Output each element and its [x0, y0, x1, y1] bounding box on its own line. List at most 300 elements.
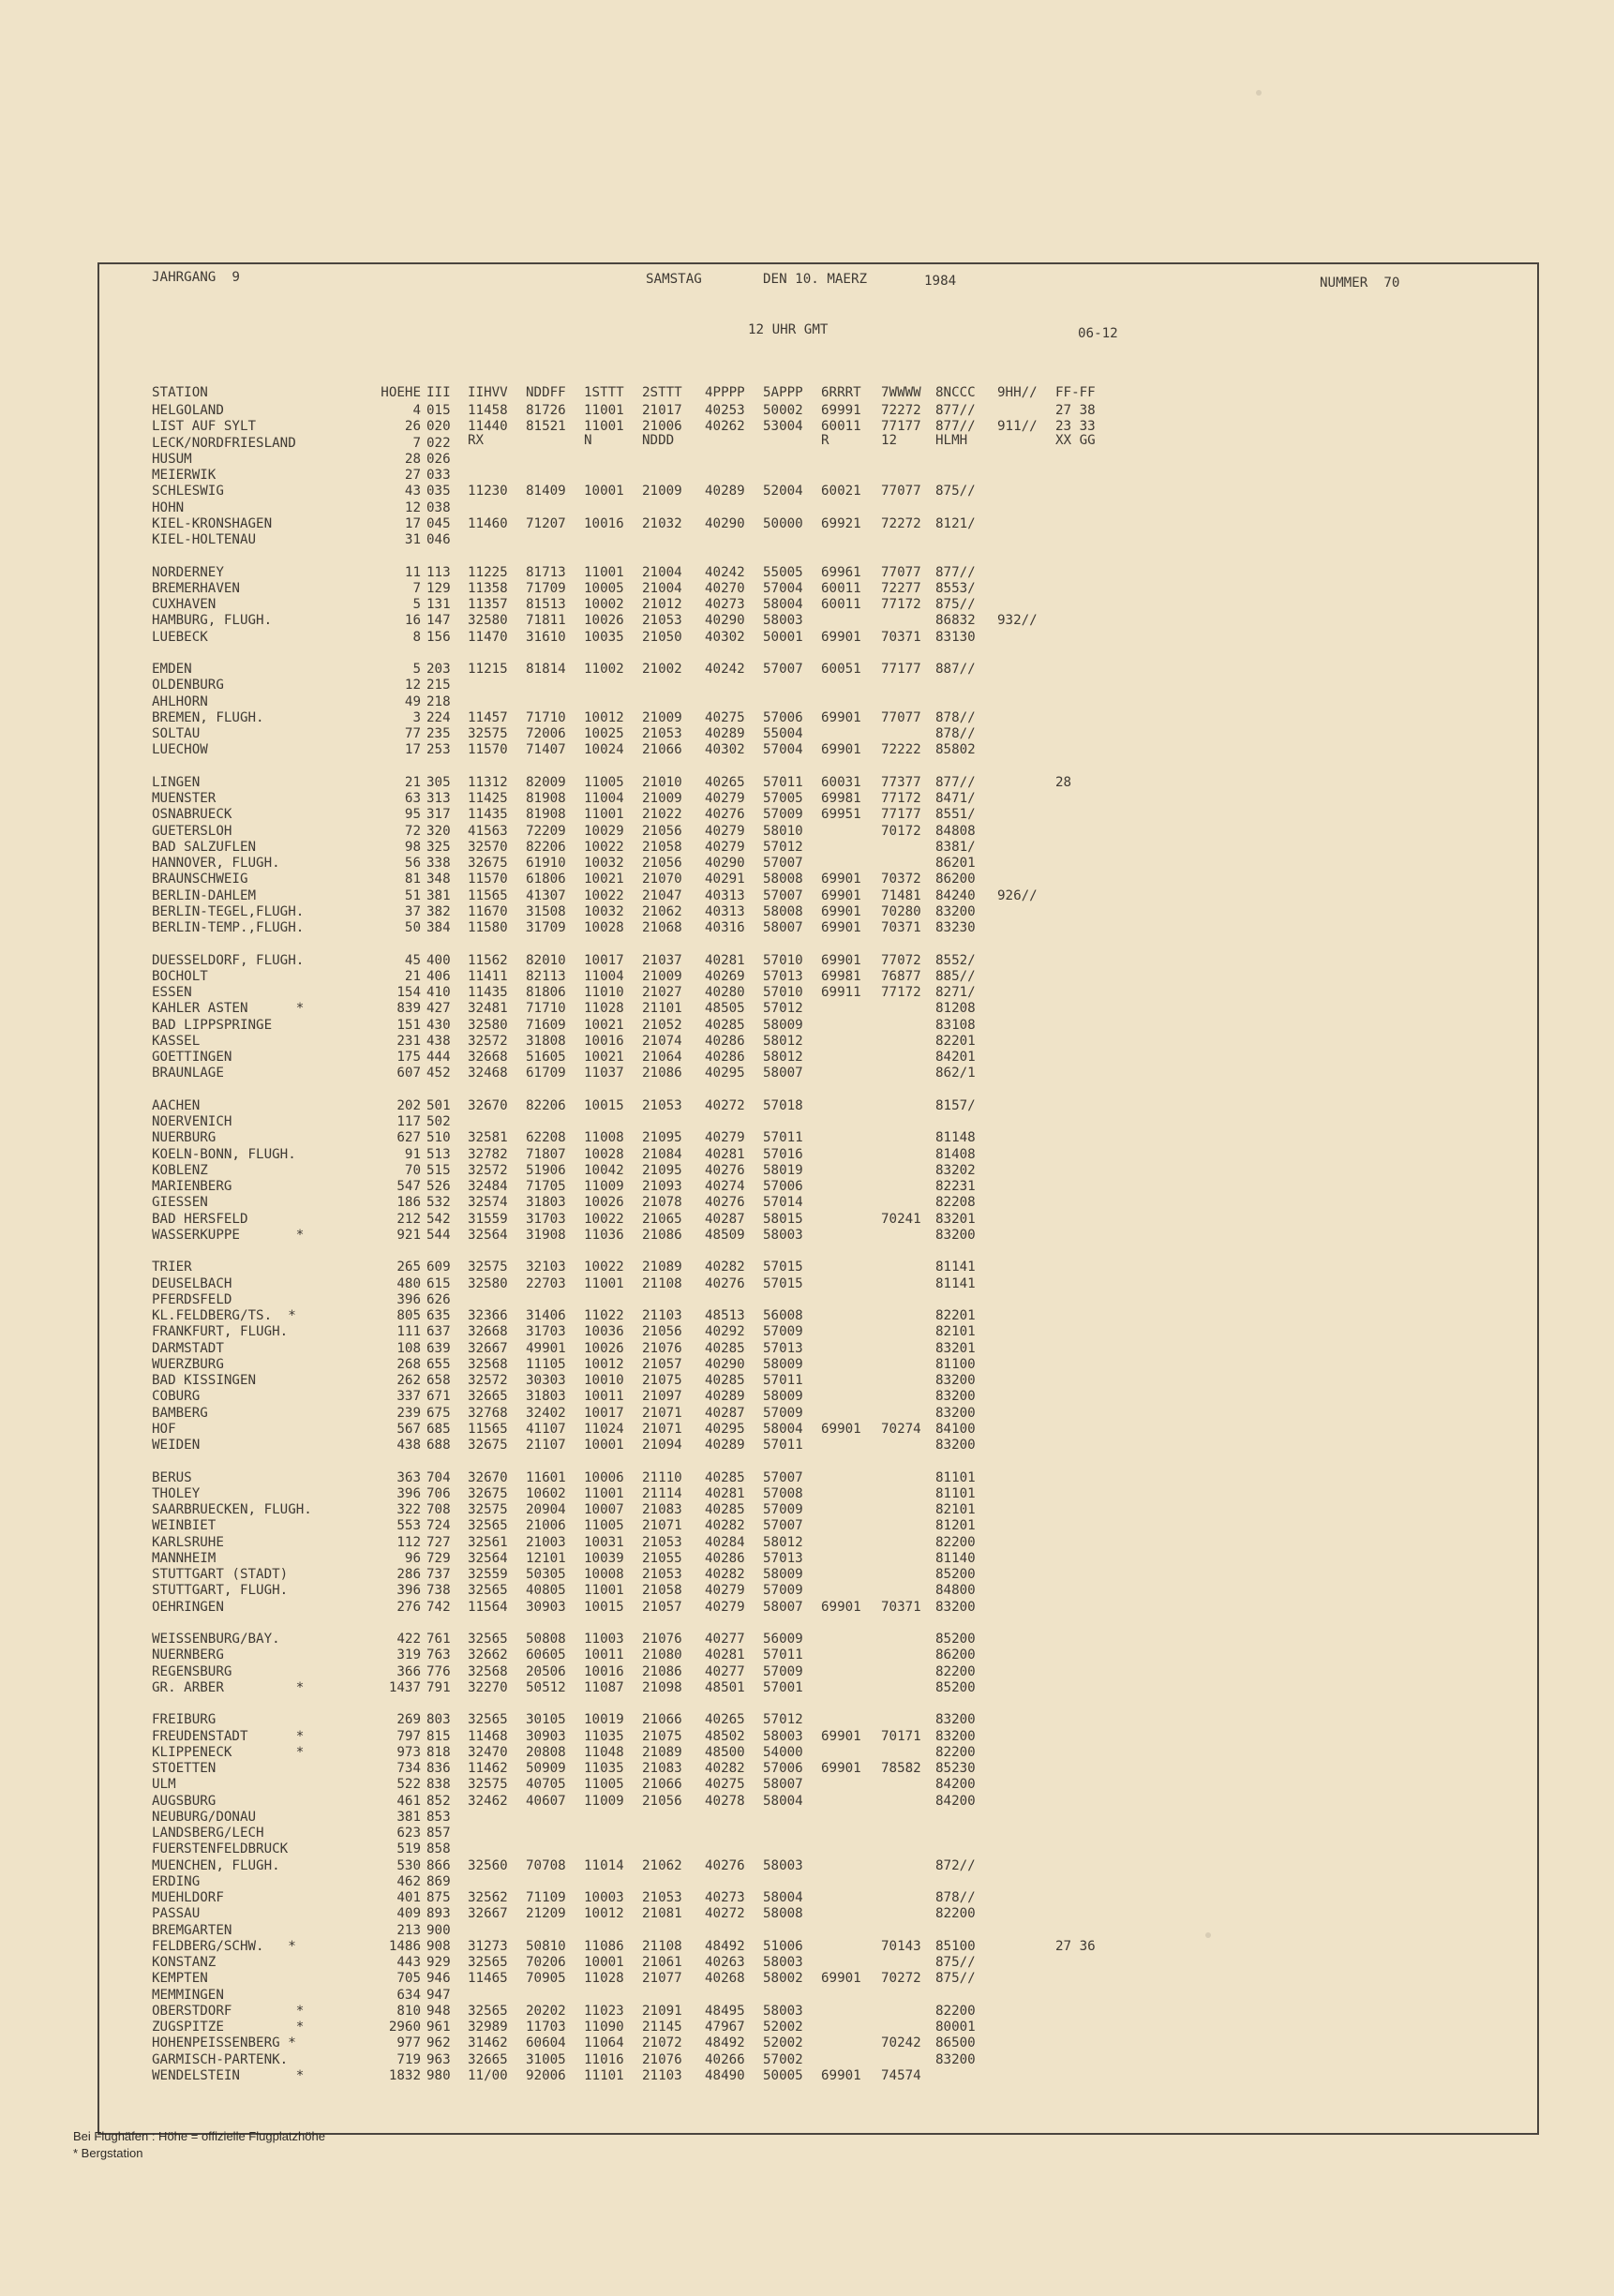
cell-col-5: 10001	[584, 1955, 624, 1970]
cell-col-5: 10032	[584, 903, 624, 919]
cell-col-13	[1055, 1373, 1119, 1389]
cell-col-4: 31709	[526, 920, 566, 935]
cell-col-10	[881, 1034, 935, 1050]
cell-col-2: 325	[426, 839, 451, 855]
cell-col-8: 57009	[763, 1502, 803, 1517]
cell-col-0: GUETERSLOH	[152, 823, 232, 839]
cell-col-7: 40295	[705, 1066, 745, 1081]
cell-col-1: 547	[396, 1179, 421, 1194]
column-header-col-5: 1STTT	[584, 384, 624, 400]
cell-col-4: 81409	[526, 484, 566, 499]
cell-col-11: 83200	[935, 1728, 976, 1744]
cell-col-6: 21037	[642, 952, 682, 968]
cell-col-6: 21095	[642, 1130, 682, 1146]
cell-col-7: 40275	[705, 709, 745, 725]
cell-col-12	[997, 1260, 1055, 1275]
cell-col-7: 40279	[705, 839, 745, 855]
cell-col-4: 32103	[526, 1260, 566, 1275]
cell-col-9	[821, 678, 881, 693]
cell-col-8: 58009	[763, 1356, 803, 1372]
cell-col-10	[881, 1988, 935, 2004]
cell-col-8	[763, 452, 821, 468]
cell-col-8: 57006	[763, 1179, 803, 1194]
cell-col-5: 11001	[584, 419, 624, 435]
cell-col-10: 77177	[881, 662, 921, 677]
cell-col-5: 10015	[584, 1097, 624, 1113]
cell-col-3: 11465	[468, 1971, 508, 1987]
cell-col-1: 553	[396, 1518, 421, 1534]
cell-col-0: BREMEN, FLUGH.	[152, 709, 264, 725]
cell-col-9	[821, 1502, 881, 1518]
cell-col-0: AHLHORN	[152, 693, 208, 709]
cell-col-11: 84200	[935, 1793, 976, 1809]
cell-col-0: KLIPPENECK *	[152, 1744, 305, 1760]
cell-col-4: 21003	[526, 1534, 566, 1550]
cell-col-4: 21107	[526, 1438, 566, 1453]
cell-col-4: 20808	[526, 1744, 566, 1760]
cell-col-9: 69901	[821, 903, 861, 919]
cell-col-4: 71710	[526, 1001, 566, 1017]
cell-col-11: 83200	[935, 1227, 976, 1243]
cell-col-9	[821, 1163, 881, 1179]
table-row	[152, 824, 1530, 840]
cell-col-2: 639	[426, 1340, 451, 1356]
cell-col-4: 21006	[526, 1518, 566, 1534]
cell-col-9: 60021	[821, 484, 861, 499]
cell-col-2: 946	[426, 1971, 451, 1987]
cell-col-9	[821, 1794, 881, 1810]
cell-col-11: 81100	[935, 1356, 976, 1372]
cell-col-5: 11037	[584, 1066, 624, 1081]
cell-col-5: 11001	[584, 1485, 624, 1501]
cell-col-3	[468, 436, 526, 452]
cell-col-7: 40280	[705, 985, 745, 1000]
cell-col-7: 40289	[705, 1389, 745, 1405]
cell-col-0: SAARBRUECKEN, FLUGH.	[152, 1502, 312, 1517]
table-row	[152, 1179, 1530, 1195]
cell-col-4: 31803	[526, 1195, 566, 1211]
cell-col-11: 8551/	[935, 807, 976, 823]
cell-col-5: 11035	[584, 1761, 624, 1776]
cell-col-0: KAHLER ASTEN *	[152, 1001, 305, 1017]
cell-col-10	[881, 1551, 935, 1567]
column-header-row-1	[152, 385, 1119, 401]
cell-col-5	[584, 1114, 642, 1130]
cell-col-11: 84808	[935, 823, 976, 839]
cell-col-10: 77172	[881, 985, 921, 1000]
cell-col-6	[642, 1114, 705, 1130]
cell-col-7: 40274	[705, 1179, 745, 1194]
cell-col-6: 21006	[642, 419, 682, 435]
cell-col-13	[1055, 872, 1119, 887]
cell-col-4: 30903	[526, 1599, 566, 1615]
cell-col-1: 396	[396, 1291, 421, 1307]
cell-col-0: BAD HERSFELD	[152, 1211, 248, 1227]
cell-col-13	[1055, 1130, 1119, 1146]
table-row	[152, 1438, 1530, 1454]
cell-col-8	[763, 1114, 821, 1130]
cell-col-9: 69991	[821, 403, 861, 418]
cell-col-12	[997, 872, 1055, 887]
cell-col-0: GARMISCH-PARTENK.	[152, 2051, 289, 2067]
cell-col-0: BOCHOLT	[152, 968, 208, 984]
cell-col-5: 11024	[584, 1421, 624, 1437]
cell-col-1: 151	[396, 1017, 421, 1033]
cell-col-0: REGENSBURG	[152, 1663, 232, 1679]
period-label: 06-12	[1078, 326, 1118, 341]
cell-col-7: 40242	[705, 662, 745, 677]
cell-col-8: 57013	[763, 1550, 803, 1566]
cell-col-9: 69921	[821, 515, 861, 531]
cell-col-0: HAMBURG, FLUGH.	[152, 613, 273, 629]
cell-col-7: 40253	[705, 403, 745, 418]
cell-col-1: 108	[396, 1340, 421, 1356]
cell-col-4: 81726	[526, 403, 566, 418]
cell-col-10	[881, 1018, 935, 1034]
cell-col-6: 21027	[642, 985, 682, 1000]
cell-col-8: 57016	[763, 1146, 803, 1162]
cell-col-11: 83202	[935, 1162, 976, 1178]
cell-col-13	[1055, 1114, 1119, 1130]
table-row	[152, 1600, 1530, 1616]
cell-col-1: 231	[396, 1033, 421, 1049]
cell-col-10	[881, 500, 935, 516]
table-row	[152, 1583, 1530, 1599]
table-row	[152, 1971, 1530, 1987]
cell-col-2: 776	[426, 1663, 451, 1679]
cell-col-7: 40275	[705, 1777, 745, 1793]
cell-col-4	[526, 436, 584, 452]
cell-col-3	[468, 500, 526, 516]
cell-col-3	[468, 452, 526, 468]
cell-col-11: 82200	[935, 2003, 976, 2019]
cell-col-5: 10025	[584, 726, 624, 741]
cell-col-3: 32670	[468, 1097, 508, 1113]
cell-col-5	[584, 694, 642, 710]
cell-col-6	[642, 1988, 705, 2004]
cell-col-3	[468, 1114, 526, 1130]
cell-col-3: 32462	[468, 1793, 508, 1809]
table-row	[152, 532, 1530, 548]
cell-col-11: 81140	[935, 1550, 976, 1566]
cell-col-13	[1055, 1518, 1119, 1534]
cell-col-8: 57011	[763, 1373, 803, 1388]
cell-col-1: 3	[412, 709, 421, 725]
cell-col-1: 5	[412, 662, 421, 677]
cell-col-9	[821, 1438, 881, 1454]
cell-col-6	[642, 500, 705, 516]
table-row	[152, 1341, 1530, 1357]
cell-col-4: 61806	[526, 872, 566, 887]
cell-col-6: 21057	[642, 1356, 682, 1372]
cell-col-0: STUTTGART (STADT)	[152, 1567, 289, 1582]
cell-col-2: 961	[426, 2020, 451, 2035]
cell-col-13	[1055, 678, 1119, 693]
cell-col-8: 50002	[763, 403, 803, 418]
cell-col-10	[881, 1147, 935, 1163]
cell-col-11	[935, 1292, 997, 1308]
cell-col-11: 81148	[935, 1130, 976, 1146]
cell-col-8: 58012	[763, 1050, 803, 1065]
cell-col-6: 21062	[642, 903, 682, 919]
cell-col-6: 21047	[642, 887, 682, 903]
cell-col-11: 82101	[935, 1502, 976, 1517]
cell-col-7: 40290	[705, 515, 745, 531]
cell-col-12	[997, 662, 1055, 678]
cell-col-3: 11562	[468, 952, 508, 968]
cell-col-4	[526, 1874, 584, 1890]
cell-col-7: 40279	[705, 791, 745, 806]
cell-col-3: 11435	[468, 807, 508, 823]
table-row	[152, 710, 1530, 726]
cell-col-0: BAD SALZUFLEN	[152, 839, 257, 855]
cell-col-3: 11580	[468, 920, 508, 935]
cell-col-5: 10026	[584, 613, 624, 629]
cell-col-0: EMDEN	[152, 662, 192, 677]
cell-col-7	[705, 1923, 763, 1939]
cell-col-4: 51605	[526, 1050, 566, 1065]
cell-col-4: 82206	[526, 1097, 566, 1113]
cell-col-9	[821, 1826, 881, 1841]
cell-col-11: 83230	[935, 920, 976, 935]
cell-col-13	[1055, 1826, 1119, 1841]
cell-col-4	[526, 1292, 584, 1308]
cell-col-13	[1055, 532, 1119, 548]
cell-col-10: 72222	[881, 742, 921, 758]
cell-col-8	[763, 500, 821, 516]
cell-col-13	[1055, 985, 1119, 1001]
cell-col-9: 69951	[821, 807, 861, 823]
cell-col-2: 113	[426, 564, 451, 580]
cell-col-2: 818	[426, 1744, 451, 1760]
cell-col-5: 11022	[584, 1308, 624, 1323]
cell-col-6: 21057	[642, 1599, 682, 1615]
cell-col-7: 40302	[705, 742, 745, 758]
cell-col-4: 70708	[526, 1857, 566, 1873]
column-header-sub-col-9: R	[821, 433, 829, 449]
cell-col-6: 21086	[642, 1066, 682, 1081]
cell-col-9	[821, 1518, 881, 1534]
cell-col-7: 40268	[705, 1971, 745, 1987]
cell-col-0: BAD KISSINGEN	[152, 1373, 257, 1388]
cell-col-9	[821, 840, 881, 856]
cell-col-5: 11001	[584, 807, 624, 823]
cell-col-1: 98	[404, 839, 421, 855]
table-row	[152, 662, 1530, 678]
cell-col-13	[1055, 1971, 1119, 1987]
cell-col-6: 21103	[642, 1308, 682, 1323]
cell-col-12	[997, 1890, 1055, 1906]
cell-col-6: 21004	[642, 580, 682, 596]
cell-col-9	[821, 1906, 881, 1922]
column-header-col-7: 4PPPP	[705, 384, 745, 400]
table-row	[152, 1712, 1530, 1728]
cell-col-10: 77172	[881, 597, 921, 612]
column-header-col-0: STATION	[152, 384, 208, 400]
cell-col-7: 48505	[705, 1001, 745, 1017]
year-label: 1984	[924, 274, 957, 289]
cell-col-2: 156	[426, 629, 451, 645]
cell-col-9	[821, 1130, 881, 1146]
cell-col-2: 147	[426, 613, 451, 629]
cell-col-6: 21077	[642, 1971, 682, 1987]
cell-col-3: 32565	[468, 1712, 508, 1728]
cell-col-2: 235	[426, 726, 451, 741]
cell-col-2: 742	[426, 1599, 451, 1615]
cell-col-11: 84800	[935, 1583, 976, 1599]
cell-col-7: 40265	[705, 1712, 745, 1728]
cell-col-7: 40289	[705, 484, 745, 499]
cell-col-11: 86832	[935, 613, 976, 629]
cell-col-6: 21083	[642, 1502, 682, 1517]
cell-col-4	[526, 1114, 584, 1130]
cell-col-6: 21108	[642, 1275, 682, 1291]
cell-col-3: 32675	[468, 856, 508, 871]
cell-col-6: 21066	[642, 1777, 682, 1793]
table-row	[152, 565, 1530, 581]
cell-col-0: KL.FELDBERG/TS. *	[152, 1308, 296, 1323]
cell-col-12	[997, 807, 1055, 823]
cell-col-13	[1055, 630, 1119, 646]
cell-col-7: 40284	[705, 1534, 745, 1550]
cell-col-11: 83108	[935, 1017, 976, 1033]
cell-col-1: 1832	[388, 2067, 421, 2083]
cell-col-13	[1055, 2004, 1119, 2020]
cell-col-5: 10011	[584, 1389, 624, 1405]
cell-col-5: 10022	[584, 887, 624, 903]
cell-col-13	[1055, 1535, 1119, 1551]
cell-col-4: 71109	[526, 1890, 566, 1905]
cell-col-0: OBERSTDORF *	[152, 2003, 305, 2019]
cell-col-11: 82231	[935, 1179, 976, 1194]
cell-col-2: 224	[426, 709, 451, 725]
cell-col-4: 81908	[526, 791, 566, 806]
cell-col-3: 32572	[468, 1033, 508, 1049]
cell-col-5: 10021	[584, 1050, 624, 1065]
cell-col-12	[997, 1680, 1055, 1696]
cell-col-13	[1055, 1147, 1119, 1163]
cell-col-8: 57001	[763, 1679, 803, 1695]
cell-col-0: FRANKFURT, FLUGH.	[152, 1324, 289, 1340]
cell-col-8	[763, 468, 821, 484]
cell-col-13	[1055, 516, 1119, 532]
column-header-col-11: 8NCCC	[935, 384, 976, 400]
cell-col-6: 21074	[642, 1033, 682, 1049]
cell-col-10	[881, 468, 935, 484]
cell-col-2: 858	[426, 1841, 451, 1857]
cell-col-11	[935, 1114, 997, 1130]
cell-col-7: 40285	[705, 1469, 745, 1485]
cell-col-9	[821, 1373, 881, 1389]
cell-col-6: 21089	[642, 1260, 682, 1275]
cell-col-0: FREUDENSTADT *	[152, 1728, 305, 1744]
cell-col-1: 21	[404, 774, 421, 790]
cell-col-11: 80001	[935, 2020, 976, 2035]
cell-col-4: 30903	[526, 1728, 566, 1744]
cell-col-8: 58007	[763, 1066, 803, 1081]
cell-col-2: 542	[426, 1211, 451, 1227]
cell-col-4: 31610	[526, 629, 566, 645]
cell-col-7	[705, 500, 763, 516]
cell-col-7: 48500	[705, 1744, 745, 1760]
cell-col-1: 56	[404, 856, 421, 871]
column-header-col-1: HOEHE	[381, 384, 421, 400]
cell-col-10	[881, 436, 935, 452]
cell-col-1: 11	[404, 564, 421, 580]
cell-col-2: 866	[426, 1857, 451, 1873]
cell-col-7: 40282	[705, 1260, 745, 1275]
cell-col-12	[997, 1406, 1055, 1422]
cell-col-9	[821, 1567, 881, 1583]
cell-col-6: 21071	[642, 1518, 682, 1534]
cell-col-12	[997, 436, 1055, 452]
table-row	[152, 1163, 1530, 1179]
cell-col-4: 31703	[526, 1324, 566, 1340]
cell-col-4: 60604	[526, 2035, 566, 2051]
cell-col-5: 10016	[584, 1033, 624, 1049]
column-header-col-6: 2STTT	[642, 384, 682, 400]
cell-col-2: 544	[426, 1227, 451, 1243]
cell-col-4: 41107	[526, 1421, 566, 1437]
cell-col-0: LECK/NORDFRIESLAND	[152, 435, 296, 451]
cell-col-2: 035	[426, 484, 451, 499]
table-row	[152, 1470, 1530, 1486]
cell-col-4: 71710	[526, 709, 566, 725]
cell-col-2: 253	[426, 742, 451, 758]
column-header-col-13: FF-FF	[1055, 384, 1096, 400]
cell-col-3: 11570	[468, 742, 508, 758]
cell-col-1: 268	[396, 1356, 421, 1372]
table-row	[152, 581, 1530, 597]
cell-col-4	[526, 1826, 584, 1841]
cell-col-6: 21145	[642, 2020, 682, 2035]
cell-col-11: 82201	[935, 1308, 976, 1323]
cell-col-4: 12101	[526, 1550, 566, 1566]
cell-col-8: 57009	[763, 1663, 803, 1679]
cell-col-10: 70371	[881, 629, 921, 645]
cell-col-7	[705, 1841, 763, 1857]
table-row	[152, 2020, 1530, 2035]
cell-col-3	[468, 1292, 526, 1308]
cell-col-3	[468, 468, 526, 484]
cell-col-0: PASSAU	[152, 1906, 201, 1922]
cell-col-8: 58015	[763, 1211, 803, 1227]
cell-col-2: 338	[426, 856, 451, 871]
column-header-sub-col-3: RX	[468, 433, 485, 449]
table-row	[152, 1308, 1530, 1324]
cell-col-7	[705, 678, 763, 693]
cell-col-11	[935, 1923, 997, 1939]
cell-col-1: 422	[396, 1632, 421, 1647]
cell-col-12	[997, 742, 1055, 758]
cell-col-10: 71481	[881, 887, 921, 903]
cell-col-4: 81806	[526, 985, 566, 1000]
cell-col-3: 32575	[468, 726, 508, 741]
cell-col-10: 77177	[881, 419, 921, 435]
cell-col-3: 32667	[468, 1340, 508, 1356]
cell-col-2: 857	[426, 1826, 451, 1841]
cell-col-10	[881, 1260, 935, 1275]
cell-col-2: 438	[426, 1033, 451, 1049]
cell-col-5: 10006	[584, 1469, 624, 1485]
table-row	[152, 1292, 1530, 1308]
cell-col-0: KASSEL	[152, 1033, 201, 1049]
cell-col-4	[526, 468, 584, 484]
cell-col-2: 727	[426, 1534, 451, 1550]
cell-col-12	[997, 775, 1055, 791]
cell-col-5: 11048	[584, 1744, 624, 1760]
column-header-col-9: 6RRRT	[821, 384, 861, 400]
